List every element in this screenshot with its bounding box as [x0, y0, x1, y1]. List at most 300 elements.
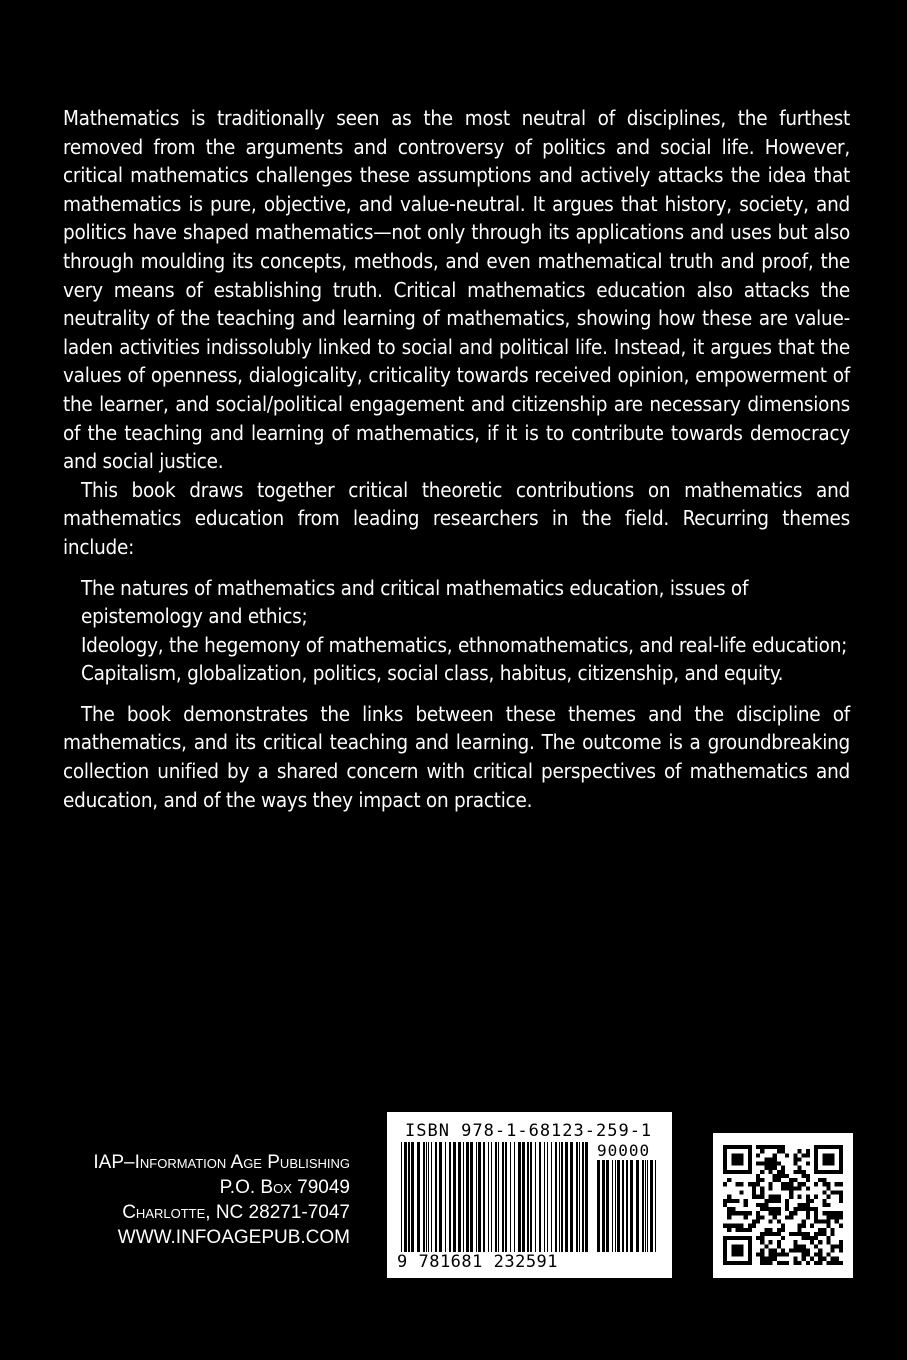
ean-digits: 9 781681 232591: [395, 1252, 597, 1276]
themes-list: [81, 574, 850, 688]
qr-module: [760, 1253, 764, 1257]
qr-module: [814, 1211, 818, 1215]
qr-module: [814, 1195, 818, 1199]
barcode-bar: [602, 1160, 605, 1252]
qr-module: [756, 1153, 760, 1157]
qr-module: [769, 1145, 773, 1149]
qr-module: [802, 1224, 806, 1228]
qr-module: [748, 1162, 752, 1166]
qr-module: [748, 1145, 752, 1149]
qr-module: [727, 1145, 731, 1149]
qr-module: [839, 1157, 843, 1161]
barcode-bar: [435, 1142, 437, 1252]
qr-module: [797, 1224, 801, 1228]
qr-module: [789, 1182, 793, 1186]
isbn-barcode-label: [387, 1112, 672, 1278]
qr-module: [752, 1219, 756, 1223]
qr-module: [826, 1261, 830, 1265]
qr-module: [839, 1182, 843, 1186]
qr-module: [814, 1236, 818, 1240]
barcode-bar: [544, 1142, 545, 1252]
qr-module: [818, 1228, 822, 1232]
qr-module: [727, 1211, 731, 1215]
qr-module: [785, 1261, 789, 1265]
qr-module: [806, 1261, 810, 1265]
qr-module: [760, 1178, 764, 1182]
qr-module: [818, 1219, 822, 1223]
qr-module: [806, 1232, 810, 1236]
qr-module: [793, 1240, 797, 1244]
qr-module: [793, 1244, 797, 1248]
qr-module: [802, 1244, 806, 1248]
qr-module: [735, 1248, 739, 1252]
qr-module: [735, 1261, 739, 1265]
qr-module: [752, 1186, 756, 1190]
qr-module: [831, 1157, 835, 1161]
qr-module: [797, 1261, 801, 1265]
qr-module: [760, 1186, 764, 1190]
qr-module: [818, 1248, 822, 1252]
qr-module: [797, 1207, 801, 1211]
qr-module: [839, 1145, 843, 1149]
qr-module: [814, 1215, 818, 1219]
theme-item: Ideology, the hegemony of mathematics, ethnomathematics, and real-life education;: [81, 632, 848, 657]
qr-module: [818, 1232, 822, 1236]
qr-module: [797, 1203, 801, 1207]
barcode-bar: [582, 1142, 584, 1252]
qr-module: [793, 1261, 797, 1265]
qr-module: [814, 1182, 818, 1186]
qr-module: [781, 1174, 785, 1178]
qr-module: [839, 1199, 843, 1203]
qr-module: [748, 1182, 752, 1186]
qr-module: [822, 1199, 826, 1203]
qr-module: [735, 1211, 739, 1215]
qr-module: [814, 1253, 818, 1257]
qr-module: [818, 1178, 822, 1182]
qr-module: [822, 1228, 826, 1232]
qr-module: [756, 1174, 760, 1178]
qr-module: [831, 1162, 835, 1166]
barcode-bar: [547, 1142, 548, 1252]
qr-module: [781, 1228, 785, 1232]
qr-module: [785, 1207, 789, 1211]
qr-module: [760, 1145, 764, 1149]
qr-module: [793, 1162, 797, 1166]
qr-module: [777, 1232, 781, 1236]
qr-module: [760, 1248, 764, 1252]
barcode-bar: [445, 1142, 446, 1252]
qr-module: [740, 1182, 744, 1186]
barcode-bar: [498, 1142, 499, 1252]
qr-module: [773, 1195, 777, 1199]
po-box-word: Box: [260, 1177, 292, 1198]
qr-module: [818, 1145, 822, 1149]
qr-module: [731, 1211, 735, 1215]
qr-module: [760, 1149, 764, 1153]
qr-module: [831, 1170, 835, 1174]
qr-module: [835, 1145, 839, 1149]
qr-module: [822, 1162, 826, 1166]
qr-module: [769, 1248, 773, 1252]
qr-module: [806, 1195, 810, 1199]
barcode-bar: [514, 1142, 515, 1252]
qr-module: [727, 1178, 731, 1182]
qr-module: [831, 1248, 835, 1252]
qr-module: [822, 1157, 826, 1161]
qr-module: [777, 1178, 781, 1182]
qr-module: [731, 1244, 735, 1248]
qr-module: [756, 1195, 760, 1199]
qr-module: [756, 1211, 760, 1215]
qr-module: [806, 1153, 810, 1157]
barcode-bar: [636, 1160, 639, 1252]
qr-module: [806, 1215, 810, 1219]
qr-module: [769, 1232, 773, 1236]
qr-module: [789, 1195, 793, 1199]
qr-module: [727, 1224, 731, 1228]
qr-module: [785, 1186, 789, 1190]
qr-module: [806, 1186, 810, 1190]
qr-module: [810, 1199, 814, 1203]
qr-module: [740, 1228, 744, 1232]
qr-module: [727, 1215, 731, 1219]
qr-module: [764, 1157, 768, 1161]
qr-module: [735, 1224, 739, 1228]
qr-module: [777, 1207, 781, 1211]
qr-module: [769, 1228, 773, 1232]
qr-module: [764, 1145, 768, 1149]
qr-module: [822, 1182, 826, 1186]
barcode-bar: [428, 1142, 429, 1252]
barcode-bar: [530, 1142, 532, 1252]
barcode-bar: [491, 1142, 492, 1252]
qr-module: [744, 1215, 748, 1219]
isbn-text: ISBN 978-1-68123-259-1: [405, 1121, 653, 1141]
qr-module: [826, 1236, 830, 1240]
qr-module: [760, 1195, 764, 1199]
qr-module: [822, 1203, 826, 1207]
qr-module: [773, 1166, 777, 1170]
barcode-bar: [630, 1160, 633, 1252]
qr-module: [764, 1203, 768, 1207]
qr-module: [764, 1207, 768, 1211]
qr-module: [789, 1186, 793, 1190]
barcode-bar: [458, 1142, 461, 1252]
qr-module: [789, 1211, 793, 1215]
qr-module: [740, 1145, 744, 1149]
qr-module: [802, 1207, 806, 1211]
po-prefix: P.O.: [219, 1177, 261, 1198]
qr-module: [839, 1215, 843, 1219]
qr-module: [748, 1166, 752, 1170]
qr-module: [731, 1157, 735, 1161]
barcode-bar: [527, 1142, 529, 1252]
qr-module: [822, 1153, 826, 1157]
qr-module: [735, 1157, 739, 1161]
qr-module: [826, 1219, 830, 1223]
qr-module: [814, 1157, 818, 1161]
barcode-bar: [453, 1142, 456, 1252]
qr-module: [839, 1244, 843, 1248]
qr-module: [764, 1166, 768, 1170]
barcode-bar: [539, 1142, 541, 1252]
blurb-paragraph-1: Mathematics is traditionally seen as the most neutral of disciplines, the furthest removed from the arguments and controversy of politics and social life. However, critical mathematics challenges these assumptions and actively attacks the idea that mathematics is pure, objective, and value-neutral. It argues that history, society, and politics have shaped mathematics—not only through its applications and uses but also through moulding its concepts, methods, and even mathematical truth and proof, the very means of establishing truth. Critical mathematics education also attacks the neutrality of the teaching and learning of mathematics, showing how these are value-laden activities indissolubly linked to social and political life. Instead, it argues that the values of openness, dialogicality, criticality towards received opinion, empowerment of the learner, and social/political engagement and citizenship are necessary dimensions of the teaching and learning of mathematics, if it is to contribute towards democracy and social justice.: [63, 106, 850, 474]
barcode-bar: [622, 1160, 624, 1252]
barcode-bar: [408, 1142, 410, 1252]
barcode-bar: [561, 1142, 563, 1252]
barcode-bar: [565, 1142, 568, 1252]
qr-module: [793, 1170, 797, 1174]
qr-module: [748, 1261, 752, 1265]
qr-module: [785, 1215, 789, 1219]
qr-module: [826, 1186, 830, 1190]
qr-module: [826, 1162, 830, 1166]
qr-module: [831, 1145, 835, 1149]
qr-module: [785, 1199, 789, 1203]
qr-module: [822, 1257, 826, 1261]
barcode-bar: [478, 1142, 481, 1252]
qr-module: [810, 1224, 814, 1228]
qr-module: [818, 1261, 822, 1265]
qr-module: [789, 1215, 793, 1219]
barcode-bar: [626, 1160, 628, 1252]
qr-module: [835, 1182, 839, 1186]
qr-module: [735, 1244, 739, 1248]
qr-module: [826, 1195, 830, 1199]
qr-module: [781, 1261, 785, 1265]
qr-module: [769, 1219, 773, 1223]
barcode-bar: [647, 1160, 648, 1252]
qr-module: [818, 1253, 822, 1257]
qr-module: [814, 1149, 818, 1153]
ean5-addon-barcode-icon: [597, 1160, 659, 1262]
qr-module: [810, 1207, 814, 1211]
qr-module: [835, 1191, 839, 1195]
barcode-bar: [585, 1142, 588, 1262]
barcode-bar: [463, 1142, 464, 1252]
blurb-paragraph-3: The book demonstrates the links between these themes and the discipline of mathematics, and its critical teaching and learning. The outcome is a groundbreaking collection unified by a shared concern with critical perspectives of mathematics and education, and of the ways they impact on practice.: [63, 701, 850, 812]
qr-module: [727, 1236, 731, 1240]
qr-module: [781, 1149, 785, 1153]
qr-module: [731, 1224, 735, 1228]
qr-module: [748, 1211, 752, 1215]
qr-module: [831, 1191, 835, 1195]
qr-module: [789, 1232, 793, 1236]
qr-module: [785, 1182, 789, 1186]
qr-module: [773, 1253, 777, 1257]
qr-module: [769, 1157, 773, 1161]
barcode-bar: [576, 1142, 578, 1252]
qr-module: [735, 1170, 739, 1174]
qr-module: [740, 1162, 744, 1166]
qr-module: [727, 1170, 731, 1174]
qr-module: [818, 1170, 822, 1174]
qr-module: [764, 1261, 768, 1265]
qr-code-icon: [723, 1145, 843, 1265]
qr-module: [748, 1248, 752, 1252]
qr-module: [769, 1253, 773, 1257]
qr-module: [831, 1215, 835, 1219]
qr-module: [760, 1257, 764, 1261]
qr-module: [806, 1211, 810, 1215]
qr-module: [731, 1261, 735, 1265]
qr-module: [806, 1253, 810, 1257]
qr-module: [760, 1191, 764, 1195]
qr-module: [769, 1162, 773, 1166]
barcode-bar: [612, 1160, 613, 1252]
qr-module: [723, 1244, 727, 1248]
qr-module: [822, 1178, 826, 1182]
qr-module: [748, 1236, 752, 1240]
barcode-bar: [522, 1142, 525, 1252]
qr-module: [793, 1211, 797, 1215]
barcode-bar: [483, 1142, 485, 1252]
qr-module: [822, 1191, 826, 1195]
qr-module: [810, 1257, 814, 1261]
qr-module: [740, 1157, 744, 1161]
qr-module: [731, 1207, 735, 1211]
qr-module: [814, 1219, 818, 1223]
qr-module: [735, 1253, 739, 1257]
barcode-bar: [466, 1142, 469, 1252]
qr-module: [769, 1261, 773, 1265]
qr-module: [752, 1191, 756, 1195]
barcode-bar: [606, 1160, 609, 1252]
qr-module: [802, 1236, 806, 1240]
qr-module: [731, 1153, 735, 1157]
qr-module: [822, 1145, 826, 1149]
qr-module: [793, 1178, 797, 1182]
qr-module: [777, 1211, 781, 1215]
qr-module: [826, 1211, 830, 1215]
ean13-barcode-icon: [401, 1142, 589, 1262]
qr-module: [802, 1170, 806, 1174]
qr-module: [814, 1170, 818, 1174]
qr-module: [764, 1228, 768, 1232]
barcode-bar: [518, 1142, 521, 1252]
qr-module: [769, 1195, 773, 1199]
qr-module: [748, 1170, 752, 1174]
qr-module: [764, 1232, 768, 1236]
qr-module: [781, 1145, 785, 1149]
qr-module: [802, 1153, 806, 1157]
qr-module: [797, 1182, 801, 1186]
qr-module: [727, 1261, 731, 1265]
barcode-bar: [655, 1160, 656, 1252]
qr-module: [769, 1199, 773, 1203]
qr-module: [826, 1145, 830, 1149]
qr-module: [835, 1170, 839, 1174]
publisher-city-line: [93, 1200, 350, 1225]
qr-module: [773, 1153, 777, 1157]
barcode-bar: [570, 1142, 573, 1252]
qr-module: [752, 1224, 756, 1228]
barcode-bar: [404, 1142, 407, 1262]
qr-module: [740, 1261, 744, 1265]
qr-module: [777, 1199, 781, 1203]
qr-module: [760, 1203, 764, 1207]
publisher-name-line: [93, 1150, 350, 1175]
qr-module: [781, 1236, 785, 1240]
qr-module: [769, 1211, 773, 1215]
qr-module: [797, 1157, 801, 1161]
qr-module: [802, 1203, 806, 1207]
qr-module: [731, 1248, 735, 1252]
qr-module: [731, 1162, 735, 1166]
qr-module: [731, 1253, 735, 1257]
qr-module: [744, 1199, 748, 1203]
qr-module: [748, 1157, 752, 1161]
qr-module: [793, 1248, 797, 1252]
qr-module: [806, 1207, 810, 1211]
barcode-bar: [449, 1142, 451, 1252]
qr-module: [839, 1153, 843, 1157]
theme-item: The natures of mathematics and critical mathematics education, issues of epistemology and ethics;: [81, 575, 749, 629]
qr-module: [797, 1232, 801, 1236]
qr-module: [810, 1240, 814, 1244]
qr-module: [839, 1240, 843, 1244]
qr-module: [773, 1174, 777, 1178]
qr-module: [735, 1228, 739, 1232]
qr-module: [735, 1153, 739, 1157]
barcode-bar: [476, 1142, 477, 1252]
qr-module: [764, 1257, 768, 1261]
barcode-bar: [495, 1142, 497, 1262]
barcode-bar: [559, 1142, 560, 1252]
qr-module: [806, 1236, 810, 1240]
qr-module: [797, 1170, 801, 1174]
qr-module: [785, 1253, 789, 1257]
qr-module: [735, 1236, 739, 1240]
qr-module: [777, 1228, 781, 1232]
qr-module: [839, 1166, 843, 1170]
qr-module: [839, 1248, 843, 1252]
qr-module: [740, 1253, 744, 1257]
qr-module: [723, 1166, 727, 1170]
barcode-bar: [470, 1142, 473, 1252]
qr-module: [731, 1236, 735, 1240]
qr-module: [764, 1244, 768, 1248]
barcode-bar: [617, 1160, 620, 1252]
qr-module: [760, 1215, 764, 1219]
qr-module: [727, 1207, 731, 1211]
qr-module: [769, 1170, 773, 1174]
qr-module: [723, 1182, 727, 1186]
qr-module: [740, 1244, 744, 1248]
qr-module: [764, 1199, 768, 1203]
qr-module: [793, 1232, 797, 1236]
qr-module: [826, 1240, 830, 1244]
qr-module: [831, 1211, 835, 1215]
qr-module: [769, 1186, 773, 1190]
qr-module: [773, 1162, 777, 1166]
barcode-bar: [510, 1142, 511, 1252]
qr-module: [777, 1149, 781, 1153]
qr-module: [781, 1182, 785, 1186]
qr-module: [826, 1157, 830, 1161]
qr-module: [760, 1240, 764, 1244]
barcode-bar: [411, 1142, 414, 1252]
qr-module: [802, 1253, 806, 1257]
qr-module: [797, 1248, 801, 1252]
qr-module: [731, 1145, 735, 1149]
qr-module: [723, 1248, 727, 1252]
barcode-bar: [439, 1142, 442, 1252]
qr-module: [822, 1170, 826, 1174]
qr-module: [748, 1149, 752, 1153]
qr-module: [723, 1261, 727, 1265]
